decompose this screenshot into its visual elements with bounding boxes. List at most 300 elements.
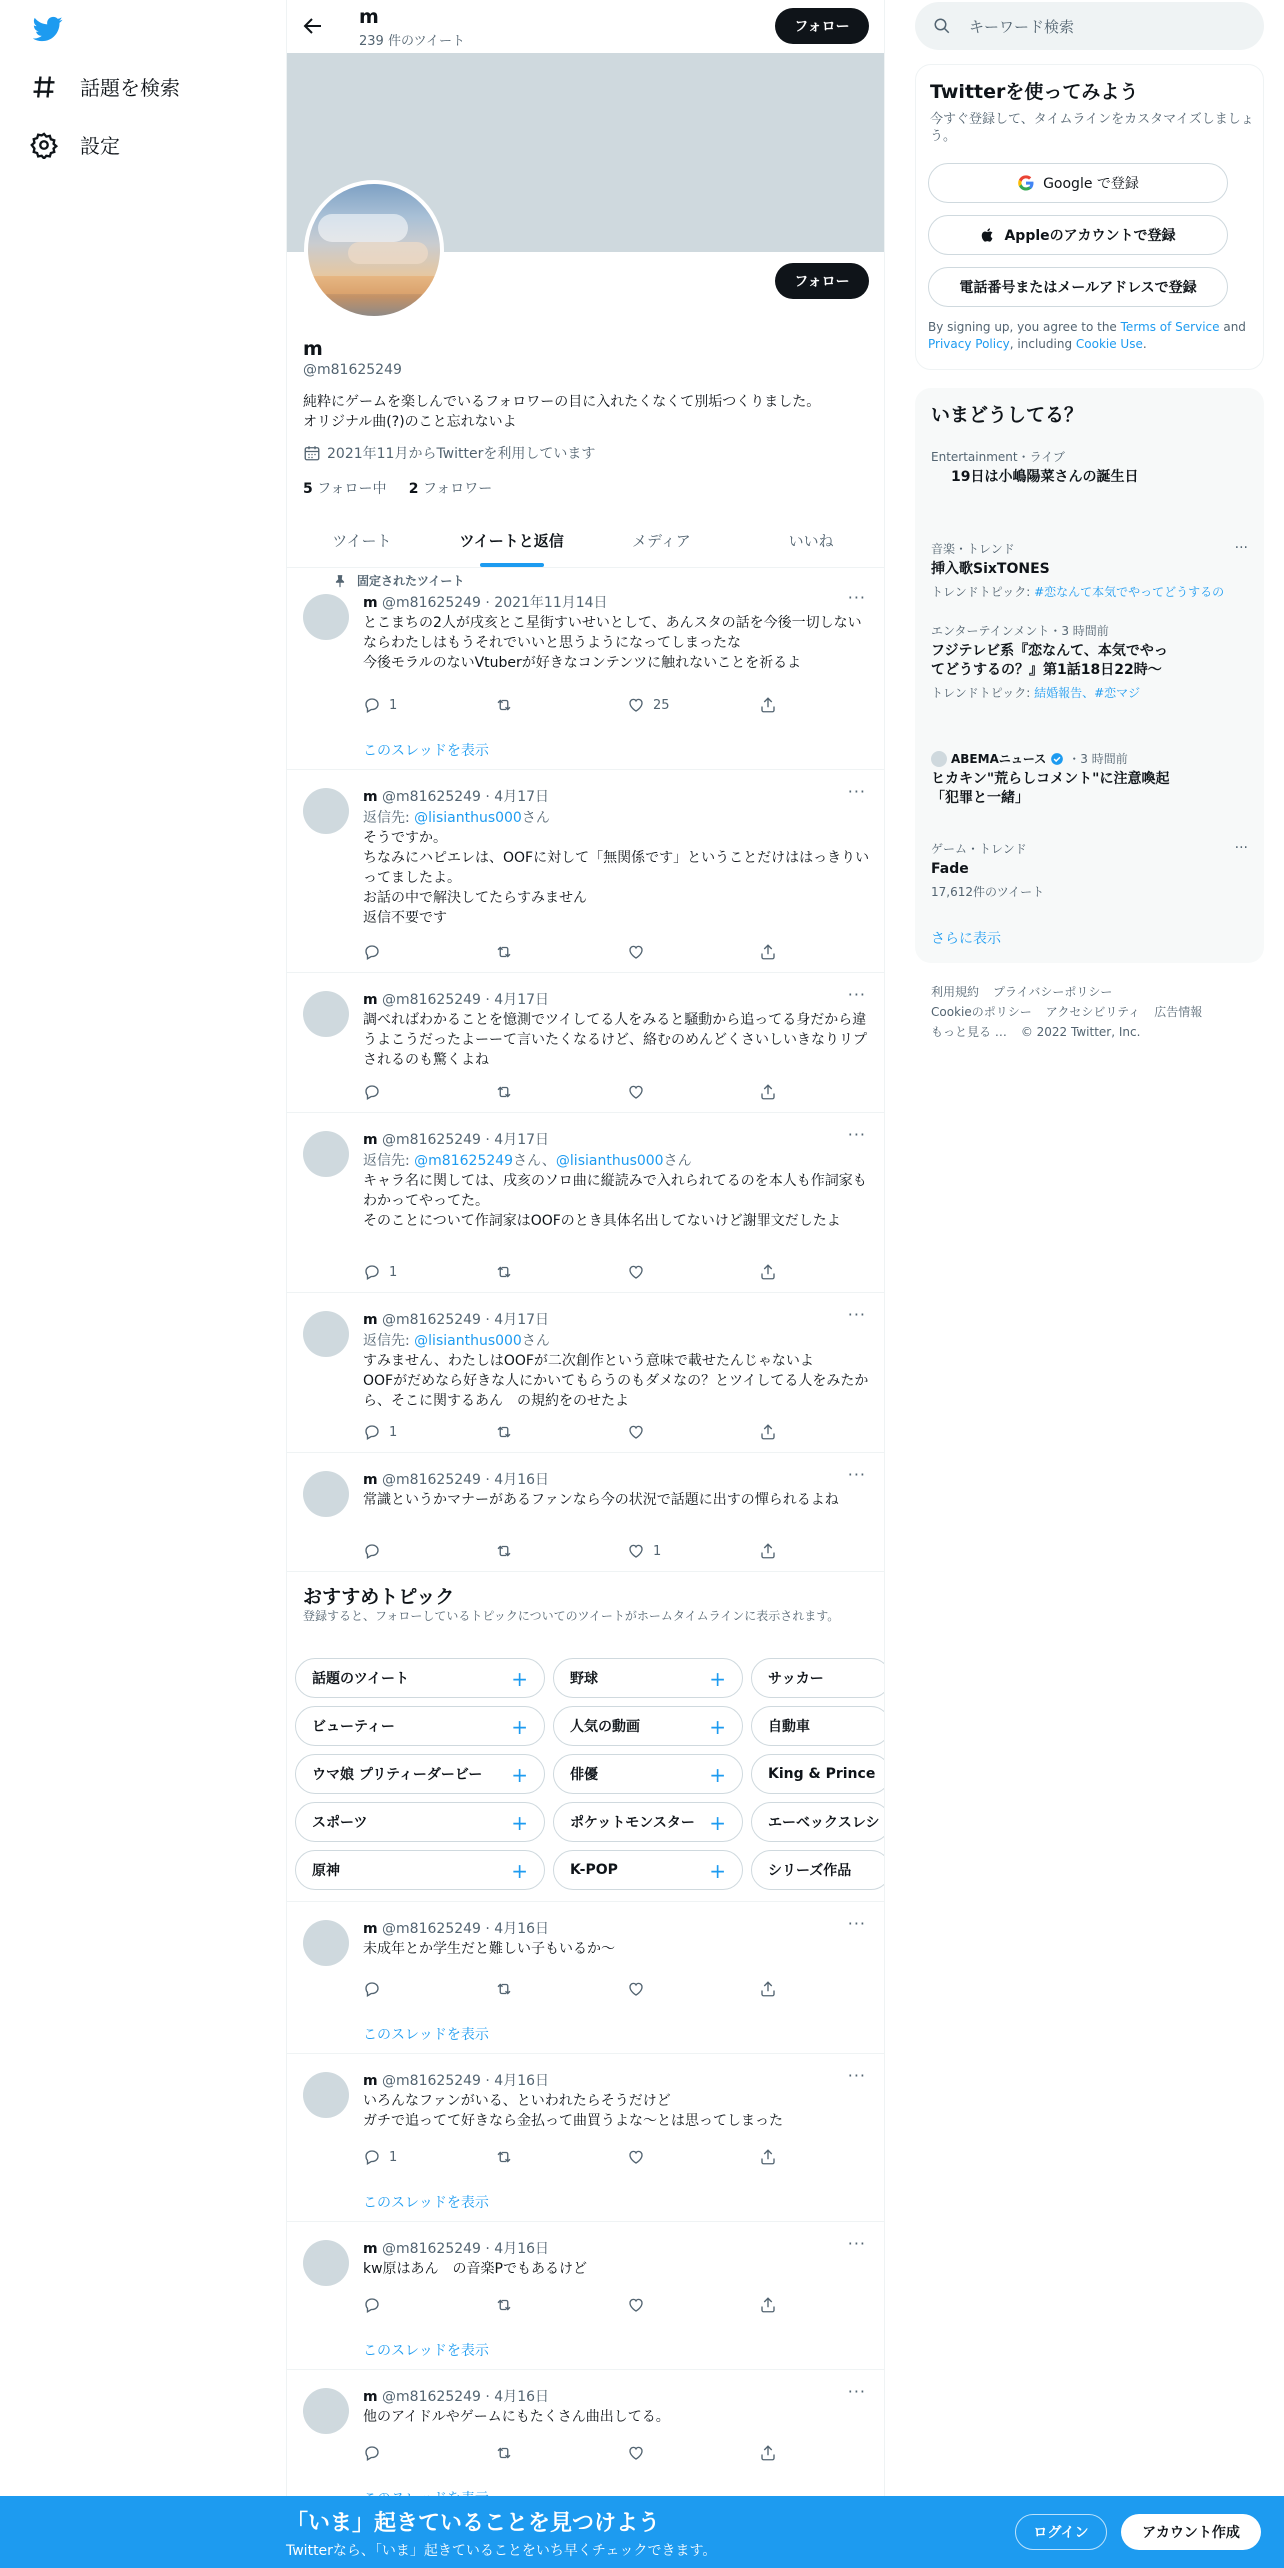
search-input[interactable]: キーワード検索 <box>969 17 1075 36</box>
profile-follow-button[interactable]: フォロー <box>775 263 869 299</box>
topic-chip-label: ポケットモンスター <box>570 1815 695 1831</box>
tweet-author[interactable]: m <box>363 992 378 1008</box>
topic-chip[interactable] <box>751 1706 885 1746</box>
share-button[interactable] <box>759 696 777 714</box>
reply-icon <box>363 2444 381 2462</box>
trend-item[interactable] <box>931 750 1171 808</box>
left-nav <box>0 0 286 2568</box>
signup-subtitle: 今すぐ登録して、タイムラインをカスタマイズしましょう。 <box>930 112 1254 144</box>
google-signup-button[interactable] <box>928 163 1228 203</box>
tweet-header <box>363 1469 549 1489</box>
tweet-text-line: ちなみにハピエレは、OOFに対して「無関係です」ということだけははっきりいってましたよ。 <box>363 850 870 886</box>
trends-panel <box>915 388 1264 963</box>
tweet-avatar[interactable] <box>303 2240 349 2286</box>
terms-link[interactable]: Terms of Service <box>1120 320 1220 334</box>
topic-chip[interactable] <box>295 1706 545 1746</box>
share-icon <box>759 2296 777 2314</box>
trend-topic-link[interactable]: 結婚報告、#恋マジ <box>1034 686 1141 700</box>
like-button[interactable] <box>627 2296 653 2314</box>
like-count: 1 <box>653 1543 662 1559</box>
tweet-more-icon[interactable]: ··· <box>847 985 866 1004</box>
share-icon <box>759 943 777 961</box>
like-button[interactable] <box>627 1980 653 1998</box>
retweet-icon <box>495 2296 513 2314</box>
topic-chip[interactable] <box>295 1850 545 1890</box>
tweet-author[interactable]: m <box>363 2073 378 2089</box>
heart-icon <box>627 2148 645 2166</box>
topic-chip[interactable] <box>295 1754 545 1794</box>
reply-button[interactable] <box>363 1542 389 1560</box>
nav-settings[interactable] <box>30 130 120 159</box>
tweet-author[interactable]: m <box>363 1472 378 1488</box>
calendar-icon <box>303 444 321 462</box>
reply-handle[interactable]: @m81625249 <box>414 1153 514 1169</box>
tweet-meta[interactable]: @m81625249 · 4月17日 <box>382 789 550 805</box>
topic-chip[interactable] <box>553 1850 743 1890</box>
reply-button[interactable] <box>363 2444 389 2462</box>
show-thread-link[interactable]: このスレッドを表示 <box>363 2343 489 2359</box>
tweet-text-line: 未成年とか学生だと難しい子もいるか〜 <box>363 1941 615 1957</box>
tweet-avatar[interactable] <box>303 1920 349 1966</box>
tweet-text-line: kw原はあん の音楽Pでもあるけど <box>363 2261 587 2277</box>
reply-button[interactable] <box>363 1083 389 1101</box>
topic-chip[interactable] <box>751 1754 885 1794</box>
reply-to-label: 返信先: <box>363 1153 410 1169</box>
footer-links <box>931 982 1251 1042</box>
trend-item[interactable] <box>931 840 1251 900</box>
reply-button[interactable] <box>363 2296 389 2314</box>
tweet[interactable] <box>287 568 885 770</box>
followers-label: フォロワー <box>422 481 493 497</box>
share-button[interactable] <box>759 2296 777 2314</box>
tweet-text-line: 常識というかマナーがあるファンなら今の状況で話題に出すの憚られるよね <box>363 1492 839 1508</box>
tweet-author[interactable]: m <box>363 1132 378 1148</box>
reply-handle[interactable]: @lisianthus000 <box>414 1333 522 1349</box>
topic-chip-label: 野球 <box>570 1671 598 1687</box>
tweet-more-icon[interactable]: ··· <box>847 1465 866 1484</box>
trend-item[interactable] <box>931 448 1251 487</box>
tweet[interactable] <box>287 1113 885 1293</box>
tweet-header <box>363 592 608 612</box>
topic-chip[interactable] <box>295 1802 545 1842</box>
tweet[interactable] <box>287 1293 885 1453</box>
signup-button[interactable]: アカウント作成 <box>1121 2514 1261 2550</box>
reply-button[interactable] <box>363 696 397 714</box>
retweet-button[interactable] <box>495 2296 521 2314</box>
tweet-author[interactable]: m <box>363 2389 378 2405</box>
tab-likes[interactable]: いいね <box>788 531 834 550</box>
trend-topic-label: トレンドトピック: <box>931 686 1035 700</box>
tweet-meta[interactable]: @m81625249 · 4月16日 <box>382 2389 550 2405</box>
trend-tweet-count: 17,612件のツイート <box>931 885 1045 899</box>
share-icon <box>759 1542 777 1560</box>
tweet-text-line: 今後モラルのないVtuberが好きなコンテンツに触れないことを祈るよ <box>363 655 802 671</box>
share-icon <box>759 2148 777 2166</box>
share-button[interactable] <box>759 2148 777 2166</box>
plus-icon[interactable]: + <box>511 1715 528 1739</box>
tweet-header <box>363 786 549 806</box>
heart-icon <box>627 1542 645 1560</box>
like-button[interactable] <box>627 1542 661 1560</box>
topics-title: おすすめトピック <box>303 1586 455 1608</box>
trends-title: いまどうしてる？ <box>931 404 1084 426</box>
trend-item[interactable] <box>931 622 1171 701</box>
tweet-header <box>363 2238 549 2258</box>
signup-legal <box>928 319 1253 353</box>
header-name: m <box>359 6 379 28</box>
trend-source: ABEMAニュース <box>951 752 1047 766</box>
trend-topic <box>931 684 1171 701</box>
tweet-more-icon[interactable]: ··· <box>847 1914 866 1933</box>
reply-button[interactable] <box>363 1423 397 1441</box>
retweet-icon <box>495 1423 513 1441</box>
pin-icon <box>333 574 347 588</box>
tweet-meta[interactable]: @m81625249 · 4月16日 <box>382 1921 550 1937</box>
tweet-actions <box>363 2444 803 2464</box>
apple-icon <box>980 227 996 243</box>
nav-explore[interactable] <box>30 72 180 101</box>
nav-explore-label: 話題を検索 <box>80 76 180 100</box>
tweet-more-icon[interactable]: ··· <box>847 2234 866 2253</box>
tweet-avatar[interactable] <box>303 788 349 834</box>
trend-context: ゲーム・トレンド <box>931 842 1027 856</box>
tab-tweets[interactable]: ツイート <box>332 531 392 550</box>
tweet[interactable] <box>287 2222 885 2370</box>
tweet-meta[interactable]: @m81625249 · 4月16日 <box>382 2241 550 2257</box>
retweet-button[interactable] <box>495 943 521 961</box>
pinned-label <box>333 572 464 589</box>
retweet-button[interactable] <box>495 1083 521 1101</box>
like-button[interactable] <box>627 943 653 961</box>
bio-line: オリジナル曲(?)のこと忘れないよ <box>303 414 517 430</box>
reply-to <box>363 1330 550 1350</box>
login-button[interactable]: ログイン <box>1015 2514 1107 2550</box>
reply-to <box>363 807 550 827</box>
plus-icon[interactable]: + <box>511 1859 528 1883</box>
followers-count: 2 <box>408 481 419 497</box>
tweet-more-icon[interactable]: ··· <box>847 2382 866 2401</box>
reply-button[interactable] <box>363 1980 389 1998</box>
tweet-text <box>363 2259 873 2279</box>
tweet[interactable] <box>287 1453 885 1572</box>
footer-link[interactable]: 広告情報 <box>1154 1005 1203 1019</box>
like-button[interactable] <box>627 2148 653 2166</box>
trend-name: フジテレビ系『恋なんて、本気でやってどうするの？』第1話18日22時〜 <box>931 643 1168 678</box>
reply-to <box>363 1150 692 1170</box>
show-thread-link[interactable]: このスレッドを表示 <box>363 2027 489 2043</box>
share-button[interactable] <box>759 2444 777 2462</box>
reply-button[interactable] <box>363 2148 397 2166</box>
tweet-text-line: OOFがだめなら好きな人にかいてもらうのもダメなの？とツイしてる人をみたから、そこに関するあん の規約をのせたよ <box>363 1373 869 1409</box>
tweet-text <box>363 1351 873 1411</box>
trend-item[interactable] <box>931 540 1251 600</box>
reply-san: さん <box>521 810 550 826</box>
like-count: 25 <box>653 697 670 713</box>
heart-icon <box>627 2296 645 2314</box>
retweet-icon <box>495 696 513 714</box>
reply-count: 1 <box>389 1424 398 1440</box>
retweet-icon <box>495 1083 513 1101</box>
reply-icon <box>363 1423 381 1441</box>
heart-icon <box>627 1083 645 1101</box>
phone-signup-button[interactable]: 電話番号またはメールアドレスで登録 <box>928 267 1228 307</box>
reply-san: さん <box>663 1153 692 1169</box>
profile-joined <box>303 443 595 463</box>
reply-count: 1 <box>389 697 398 713</box>
plus-icon[interactable]: + <box>511 1763 528 1787</box>
footer-link[interactable]: プライバシーポリシー <box>993 985 1113 999</box>
profile-follow-stats <box>303 478 492 498</box>
tweet-text-line: そうですか。 <box>363 830 447 846</box>
plus-icon[interactable]: + <box>709 1763 726 1787</box>
tweet[interactable] <box>287 973 885 1113</box>
topic-chip-label: 自動車 <box>768 1719 810 1735</box>
tweet-more-icon[interactable]: ··· <box>847 588 866 607</box>
tweet-text <box>363 1490 873 1510</box>
legal-text: . <box>1142 337 1147 351</box>
topic-chip[interactable] <box>751 1658 885 1698</box>
share-icon <box>759 2444 777 2462</box>
profile-name: m <box>303 338 323 360</box>
share-button[interactable] <box>759 1980 777 1998</box>
retweet-button[interactable] <box>495 696 521 714</box>
tweet-avatar[interactable] <box>303 1311 349 1357</box>
google-signup-label: Google で登録 <box>1043 176 1139 192</box>
tweet-actions <box>363 943 803 963</box>
topic-chip-label: K-POP <box>570 1862 618 1878</box>
topics-subtitle: 登録すると、フォローしているトピックについてのツイートがホームタイムラインに表示されます。 <box>303 1609 840 1623</box>
trend-more-icon[interactable]: ··· <box>1234 840 1248 856</box>
reply-button[interactable] <box>363 943 389 961</box>
tweet-avatar[interactable] <box>303 594 349 640</box>
tweet-author[interactable]: m <box>363 1921 378 1937</box>
profile-header-bar <box>287 0 885 53</box>
like-button[interactable] <box>627 2444 653 2462</box>
retweet-button[interactable] <box>495 1980 521 1998</box>
heart-icon <box>627 696 645 714</box>
footer-link[interactable]: Cookieのポリシー <box>931 1005 1032 1019</box>
apple-signup-label: Appleのアカウントで登録 <box>1004 228 1176 244</box>
retweet-button[interactable] <box>495 1423 521 1441</box>
tweet-author[interactable]: m <box>363 2241 378 2257</box>
retweet-button[interactable] <box>495 1542 521 1560</box>
tweet-more-icon[interactable]: ··· <box>847 2066 866 2085</box>
topic-chip-label: シリーズ作品 <box>768 1863 852 1879</box>
tweet-actions <box>363 2296 803 2316</box>
trend-source-row <box>931 750 1171 767</box>
tweet-avatar[interactable] <box>303 1131 349 1177</box>
share-icon <box>759 1263 777 1281</box>
search-box[interactable] <box>915 2 1264 50</box>
share-button[interactable] <box>759 943 777 961</box>
followers-link[interactable] <box>409 481 493 497</box>
topic-chip-label: エーベックスレシ <box>768 1815 880 1831</box>
show-thread-link[interactable]: このスレッドを表示 <box>363 2195 489 2211</box>
tweet-more-icon[interactable]: ··· <box>847 1305 866 1324</box>
reply-icon <box>363 1980 381 1998</box>
topic-chip-label: スポーツ <box>312 1815 368 1831</box>
tweet-avatar[interactable] <box>303 2388 349 2434</box>
topic-chip[interactable] <box>553 1802 743 1842</box>
profile-avatar[interactable] <box>304 180 444 320</box>
topic-chip[interactable] <box>751 1850 885 1890</box>
back-arrow-icon[interactable] <box>301 14 325 38</box>
tweet-author[interactable]: m <box>363 1312 378 1328</box>
topic-chip-label: 俳優 <box>570 1767 598 1783</box>
reply-handle[interactable]: @lisianthus000 <box>414 810 522 826</box>
share-button[interactable] <box>759 1083 777 1101</box>
pinned-text: 固定されたツイート <box>357 574 465 588</box>
twitter-logo-icon[interactable] <box>33 14 63 44</box>
tweet[interactable] <box>287 770 885 973</box>
reply-san: さん <box>521 1333 550 1349</box>
tweet-text <box>363 613 873 673</box>
reply-button[interactable] <box>363 1263 397 1281</box>
tweet-author[interactable]: m <box>363 595 378 611</box>
show-thread-link[interactable]: このスレッドを表示 <box>363 743 489 759</box>
cookie-link[interactable]: Cookie Use <box>1075 337 1143 351</box>
topic-chip-label: ウマ娘 プリティーダービー <box>312 1767 483 1783</box>
gear-icon <box>30 131 58 159</box>
like-button[interactable] <box>627 1083 653 1101</box>
trend-time: ・3 時間前 <box>1068 752 1128 766</box>
trend-topic-label: トレンドトピック: <box>931 585 1035 599</box>
tweet-meta[interactable]: @m81625249 · 4月17日 <box>382 1132 550 1148</box>
tweet-header <box>363 989 549 1009</box>
retweet-button[interactable] <box>495 2444 521 2462</box>
reply-to-label: 返信先: <box>363 810 410 826</box>
tweet-avatar[interactable] <box>303 2072 349 2118</box>
topic-chip[interactable] <box>553 1754 743 1794</box>
tweet-more-icon[interactable]: ··· <box>847 1125 866 1144</box>
bio-line: 純粋にゲームを楽しんでいるフォロワーの目に入れたくなくて別垢つくりました。 <box>303 394 821 410</box>
tweet-meta[interactable]: @m81625249 · 4月16日 <box>382 1472 550 1488</box>
share-button[interactable] <box>759 1263 777 1281</box>
header-follow-button[interactable]: フォロー <box>775 8 869 44</box>
reply-icon <box>363 1263 381 1281</box>
plus-icon[interactable]: + <box>511 1811 528 1835</box>
share-button[interactable] <box>759 1542 777 1560</box>
tweet-header <box>363 1918 549 1938</box>
heart-icon <box>627 2444 645 2462</box>
tweet-actions <box>363 1980 803 2000</box>
tweet-text-line: いろんなファンがいる、といわれたらそうだけど <box>363 2093 671 2109</box>
topic-chip[interactable] <box>553 1658 743 1698</box>
main-column <box>286 0 885 2568</box>
topic-chip[interactable] <box>751 1802 885 1842</box>
footer-link[interactable]: 利用規約 <box>931 985 980 999</box>
like-button[interactable] <box>627 1263 653 1281</box>
trend-more-icon[interactable]: ··· <box>1234 540 1248 556</box>
profile-tabs <box>287 513 885 568</box>
tweet-text-line: ガチで追ってて好きなら金払って曲買うよな〜とは思ってしまった <box>363 2113 783 2129</box>
bottom-bar-title: 「いま」起きていることを見つけよう <box>286 2511 661 2536</box>
share-icon <box>759 1083 777 1101</box>
reply-icon <box>363 2148 381 2166</box>
legal-text: , including <box>1009 337 1076 351</box>
retweet-icon <box>495 1263 513 1281</box>
tweet-actions <box>363 1263 803 1283</box>
trend-topic <box>931 583 1251 600</box>
footer-link[interactable]: もっと見る … <box>931 1025 1007 1039</box>
tweet[interactable] <box>287 2054 885 2222</box>
topic-chip[interactable] <box>553 1706 743 1746</box>
tweet-text-line: そのことについて作詞家はOOFのとき具体名出してないけど謝罪文だしたよ <box>363 1213 841 1229</box>
bottom-bar-subtitle: Twitterなら、「いま」起きていることをいち早くチェックできます。 <box>286 2543 717 2559</box>
legal-text: and <box>1219 320 1246 334</box>
signup-card <box>915 64 1264 370</box>
tweet-text <box>363 1939 873 1959</box>
retweet-button[interactable] <box>495 2148 521 2166</box>
tweet-actions <box>363 696 803 716</box>
tweet-text-line: 調べればわかることを憶測でツイしてる人をみると騒動から追ってる身だから違うよこうだったよーーて言いたくなるけど、絡むのめんどくさいしいきなりリプされるのも驚くよね <box>363 1012 867 1068</box>
reply-icon <box>363 943 381 961</box>
apple-signup-button[interactable] <box>928 215 1228 255</box>
plus-icon[interactable]: + <box>709 1811 726 1835</box>
plus-icon[interactable]: + <box>709 1859 726 1883</box>
reply-count: 1 <box>389 2149 398 2165</box>
tweet-text-line: 返信不要です <box>363 910 447 926</box>
like-button[interactable] <box>627 1423 653 1441</box>
retweet-icon <box>495 2148 513 2166</box>
tab-tweets-replies[interactable]: ツイートと返信 <box>437 513 587 567</box>
tweet-author[interactable]: m <box>363 789 378 805</box>
tweet-avatar[interactable] <box>303 1471 349 1517</box>
tweet-text-line: すみません、わたしはOOFが二次創作という意味で載せたんじゃないよ <box>363 1353 814 1369</box>
trends-show-more[interactable]: さらに表示 <box>931 931 1001 947</box>
signup-title: Twitterを使ってみよう <box>930 81 1139 103</box>
privacy-link[interactable]: Privacy Policy <box>928 337 1010 351</box>
plus-icon[interactable]: + <box>709 1715 726 1739</box>
plus-icon[interactable]: + <box>511 1667 528 1691</box>
tweet-meta[interactable]: @m81625249 · 4月17日 <box>382 1312 550 1328</box>
tweet-meta[interactable]: @m81625249 · 4月17日 <box>382 992 550 1008</box>
topic-chip-label: King & Prince <box>768 1766 876 1782</box>
tweet-avatar[interactable] <box>303 991 349 1037</box>
tweet-meta[interactable]: @m81625249 · 2021年11月14日 <box>382 595 608 611</box>
retweet-button[interactable] <box>495 1263 521 1281</box>
topic-chip-label: 話題のツイート <box>312 1671 410 1687</box>
profile-bio <box>303 392 868 432</box>
tweet-actions <box>363 1542 803 1562</box>
reply-icon <box>363 1542 381 1560</box>
tweet[interactable] <box>287 1902 885 2054</box>
tab-media[interactable]: メディア <box>631 531 691 550</box>
like-button[interactable] <box>627 696 670 714</box>
tweet-actions <box>363 1083 803 1103</box>
footer-link[interactable]: アクセシビリティ <box>1045 1005 1141 1019</box>
reply-icon <box>363 1083 381 1101</box>
reply-separator: 、 <box>541 1153 556 1169</box>
trend-topic-link[interactable]: #恋なんて本気でやってどうするの <box>1034 585 1225 599</box>
topic-chip-label: ビューティー <box>312 1719 395 1735</box>
share-button[interactable] <box>759 1423 777 1441</box>
tweet-more-icon[interactable]: ··· <box>847 782 866 801</box>
search-icon <box>933 17 951 35</box>
reply-count: 1 <box>389 1264 398 1280</box>
following-count: 5 <box>303 481 313 497</box>
share-icon <box>759 696 777 714</box>
reply-handle[interactable]: @lisianthus000 <box>555 1153 664 1169</box>
plus-icon[interactable]: + <box>709 1667 726 1691</box>
tweet-meta[interactable]: @m81625249 · 4月16日 <box>382 2073 550 2089</box>
topic-chip-label: サッカー <box>768 1671 824 1687</box>
tweet-actions <box>363 1423 803 1443</box>
tweet-text-line: とこまちの2人が戌亥とこ星街すいせいとして、あんスタの話を今後一切しないならわたしはもうそれでいいと思うようになってしまったな <box>363 615 862 651</box>
following-link[interactable] <box>303 481 387 497</box>
tweet-text <box>363 1171 873 1231</box>
topic-chip[interactable] <box>295 1658 545 1698</box>
